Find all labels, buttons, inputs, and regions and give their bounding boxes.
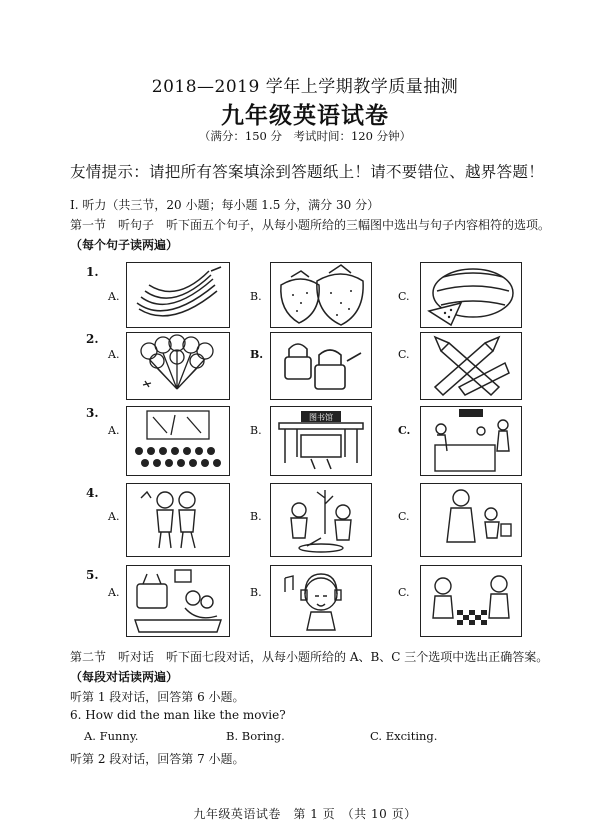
lock-icon [271,333,371,399]
shop-icon [421,407,521,475]
question-number-3: 3. [86,406,99,420]
option-label-3b: B. [250,424,262,437]
balloons-icon [127,333,229,399]
question-number-4: 4. [86,486,99,500]
watching-tv-picture[interactable] [126,565,230,637]
shopping-picture[interactable] [420,483,522,557]
exam-title: 九年级英语试卷 [221,102,389,129]
section2-note: （每段对话读两遍） [70,670,179,684]
question-number-5: 5. [86,568,99,582]
bananas-picture[interactable] [126,262,230,328]
chess-icon [421,566,521,636]
strawberries-picture[interactable] [270,262,372,328]
page-footer: 九年级英语试卷 第 1 页 （共 10 页） [193,807,417,821]
friendly-tip: 友情提示：请把所有答案填涂到答题纸上！请不要错位、越界答题！ [70,163,545,181]
cinema-picture[interactable] [126,406,230,476]
section1-note: （每个句子读两遍） [70,238,179,252]
option-label-1a: A. [108,290,120,303]
option-label-2a: A. [108,348,120,361]
exam-meta: （满分：150 分 考试时间：120 分钟） [198,129,412,143]
q6-choice-b[interactable]: B. Boring. [226,729,285,743]
cinema-icon [127,407,229,475]
playing-chess-picture[interactable] [420,565,522,637]
option-label-1c: C. [398,290,410,303]
children-walking-picture[interactable] [126,483,230,557]
library-icon [271,407,371,475]
watermelon-picture[interactable] [420,262,522,328]
option-label-4b: B. [250,510,262,523]
library-sign: 图书馆 [309,413,333,422]
option-label-5b: B. [250,586,262,599]
q6-choice-a[interactable]: A. Funny. [84,729,139,743]
headphones-icon [271,566,371,636]
crayons-picture[interactable] [420,332,522,400]
question-number-2: 2. [86,332,99,346]
shopping-icon [421,484,521,556]
part1-heading: I. 听力（共三节，20 小题；每小题 1.5 分，满分 30 分） [70,198,380,212]
crayons-icon [421,333,521,399]
option-label-5c: C. [398,586,410,599]
section2-title: 第二节 听对话 听下面七段对话，从每小题所给的 A、B、C 三个选项中选出正确答案。 [70,650,549,664]
exam-year-line: 2018—2019 学年上学期教学质量抽测 [151,77,459,97]
shop-picture[interactable] [420,406,522,476]
children-icon [127,484,229,556]
question-number-1: 1. [86,265,99,279]
bananas-icon [127,263,229,327]
listening-music-picture[interactable] [270,565,372,637]
option-label-3a: A. [108,424,120,437]
section1-title: 第一节 听句子 听下面五个句子，从每小题所给的三幅图中选出与句子内容相符的选项。 [70,218,551,232]
watermelon-icon [421,263,521,327]
option-label-5a: A. [108,586,120,599]
question-6: 6. How did the man like the movie? [70,708,286,722]
option-label-2c: C. [398,348,410,361]
planting-tree-picture[interactable] [270,483,372,557]
tv-icon [127,566,229,636]
option-label-3c: C. [398,424,411,437]
option-label-4a: A. [108,510,120,523]
listen-dialogue-2: 听第 2 段对话，回答第 7 小题。 [70,752,245,766]
tree-icon [271,484,371,556]
strawberries-icon [271,263,371,327]
listen-dialogue-1: 听第 1 段对话，回答第 6 小题。 [70,690,245,704]
option-label-4c: C. [398,510,410,523]
locks-picture[interactable] [270,332,372,400]
q6-choice-c[interactable]: C. Exciting. [370,729,438,743]
balloons-picture[interactable] [126,332,230,400]
library-picture[interactable] [270,406,372,476]
option-label-1b: B. [250,290,262,303]
option-label-2b: B. [250,348,264,361]
